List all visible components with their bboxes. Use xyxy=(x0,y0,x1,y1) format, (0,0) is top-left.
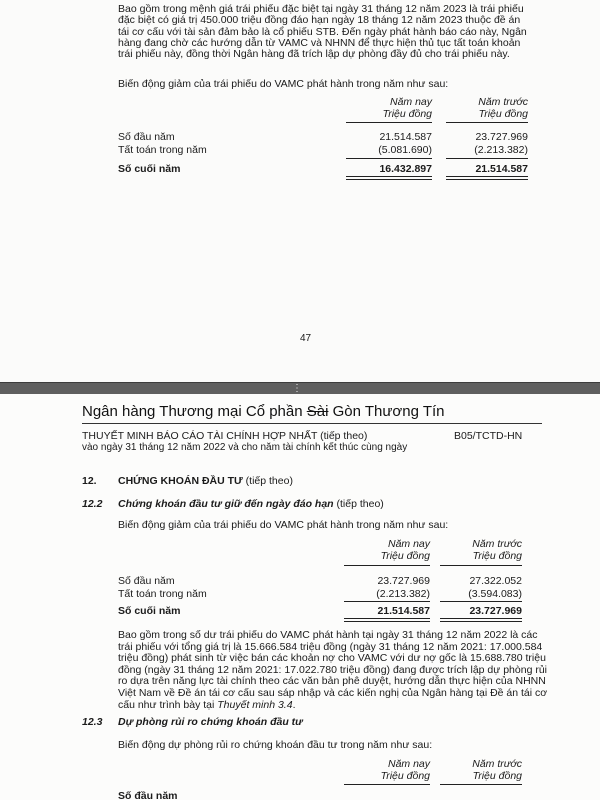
row-value: (2.213.382) xyxy=(376,588,430,600)
previous-page xyxy=(0,0,600,382)
total-value: 16.432.897 xyxy=(379,163,432,175)
header-rule xyxy=(446,122,528,123)
header-rule xyxy=(344,565,430,566)
total-label: Số cuối năm xyxy=(118,163,181,175)
table-intro: Biến động giảm của trái phiếu do VAMC phát hành trong năm như sau: xyxy=(118,519,449,531)
column-header-current-year: Năm nay Triệu đồng xyxy=(380,538,430,562)
text-line: trái phiếu này, đồng thời Ngân hàng đã trích lập dự phòng đầy đủ cho trái phiếu này. xyxy=(118,48,510,61)
note-paragraph xyxy=(118,629,548,711)
report-title: THUYẾT MINH BÁO CÁO TÀI CHÍNH HỢP NHẤT (tiếp theo) xyxy=(82,430,368,442)
subsection-number: 12.2 xyxy=(82,498,103,510)
section-heading: CHỨNG KHOÁN ĐẦU TƯ (tiếp theo) xyxy=(118,475,293,487)
struck-word: Sài xyxy=(306,403,329,420)
section-number: 12. xyxy=(82,475,97,487)
text-line: hàng đang chờ các hướng dẫn từ VAMC và NHNN để thực hiện thủ tục tất toán khoản xyxy=(118,36,521,49)
header-rule xyxy=(344,784,430,785)
total-double-rule xyxy=(440,618,522,622)
text-line: Bao gồm trong số dư trái phiếu do VAMC phát hành tại ngày 31 tháng 12 năm 2022 là các xyxy=(118,629,538,641)
total-value: 21.514.587 xyxy=(475,163,528,175)
total-double-rule xyxy=(344,618,430,622)
total-double-rule xyxy=(346,176,432,180)
subsection-number: 12.3 xyxy=(82,716,103,728)
report-subtitle: vào ngày 31 tháng 12 năm 2022 và cho năm tài chính kết thúc cùng ngày xyxy=(82,442,408,453)
text-line: Việt Nam về Đề án tái cơ cấu sau sáp nhập và các kiến nghị của Ngân hàng tại Đề án tái cơ xyxy=(118,686,548,699)
bank-name-header: Ngân hàng Thương mại Cổ phần Sài Gòn Thương Tín xyxy=(82,403,445,420)
column-header-prior-year: Năm trước Triệu đồng xyxy=(478,96,528,120)
total-double-rule xyxy=(446,176,528,180)
row-value: (5.081.690) xyxy=(378,144,432,156)
subtotal-rule xyxy=(446,158,528,159)
total-label: Số cuối năm xyxy=(118,605,181,617)
row-value: 23.727.969 xyxy=(475,131,528,143)
column-header-current-year: Năm nay Triệu đồng xyxy=(380,758,430,782)
subtotal-rule xyxy=(344,601,430,602)
table-intro: Biến động dự phòng rủi ro chứng khoán đầu tư trong năm như sau: xyxy=(118,739,433,751)
intro-paragraph xyxy=(118,4,528,60)
table-intro: Biến động giảm của trái phiếu do VAMC phát hành trong năm như sau: xyxy=(118,78,449,90)
header-rule xyxy=(82,423,542,424)
column-header-current-year: Năm nay Triệu đồng xyxy=(382,96,432,120)
header-rule xyxy=(346,122,432,123)
text-line: đặc biệt có giá trị 450.000 triệu đồng đáo hạn ngày 18 tháng 12 năm 2023 thuộc đề án xyxy=(118,14,521,27)
text-line: cấu như trình bày tại Thuyết minh 3.4. xyxy=(118,698,296,711)
total-value: 21.514.587 xyxy=(377,605,430,617)
text-line: Bao gồm trong mệnh giá trái phiếu đặc biệt tại ngày 31 tháng 12 năm 2023 là trái phiếu xyxy=(118,3,524,15)
row-label: Tất toán trong năm xyxy=(118,588,207,600)
text-line: tái cơ cấu với tài sản đảm bảo là cổ phiếu STB. Đến ngày phát hành báo cáo này, Ngân xyxy=(118,25,527,38)
total-value: 23.727.969 xyxy=(469,605,522,617)
header-rule xyxy=(440,784,522,785)
form-code: B05/TCTD-HN xyxy=(454,430,523,442)
note-reference: Thuyết minh 3.4 xyxy=(217,698,293,711)
page-number: 47 xyxy=(300,333,312,344)
row-value: 23.727.969 xyxy=(377,575,430,587)
text-line: trái phiếu với tổng giá trị là 15.666.584 triệu đồng (ngày 31 tháng 12 năm 2021: 17.000.584 xyxy=(118,640,543,653)
row-value: (3.594.083) xyxy=(468,588,522,600)
header-rule xyxy=(440,565,522,566)
row-value: 21.514.587 xyxy=(379,131,432,143)
text-line: ro dựa trên năng lực tài chính theo các văn bản phê duyệt, hướng dẫn thực hiện của NHNN xyxy=(118,675,546,688)
text-line: triệu đồng) phát sinh từ việc bán các khoản nợ cho VAMC với dư nợ gốc là 15.688.780 triệu xyxy=(118,652,546,665)
row-value: (2.213.382) xyxy=(474,144,528,156)
subtotal-rule xyxy=(440,601,522,602)
text-line: đồng (ngày 31 tháng 12 năm 2021: 17.022.780 triệu đồng) đang được trích lập dự phòng rủi xyxy=(118,663,547,676)
row-value: 27.322.052 xyxy=(469,575,522,587)
row-label: Tất toán trong năm xyxy=(118,144,207,156)
row-label: Số đầu năm xyxy=(118,131,175,143)
column-header-prior-year: Năm trước Triệu đồng xyxy=(472,538,522,562)
subtotal-rule xyxy=(346,158,432,159)
column-header-prior-year: Năm trước Triệu đồng xyxy=(472,758,522,782)
row-label: Số đầu năm xyxy=(118,790,178,802)
subsection-heading: Dự phòng rủi ro chứng khoán đầu tư xyxy=(118,716,303,728)
row-label: Số đầu năm xyxy=(118,575,175,587)
subsection-heading: Chứng khoán đầu tư giữ đến ngày đáo hạn (tiếp theo) xyxy=(118,498,384,510)
separator-handle-icon: ⋮ xyxy=(292,383,302,394)
